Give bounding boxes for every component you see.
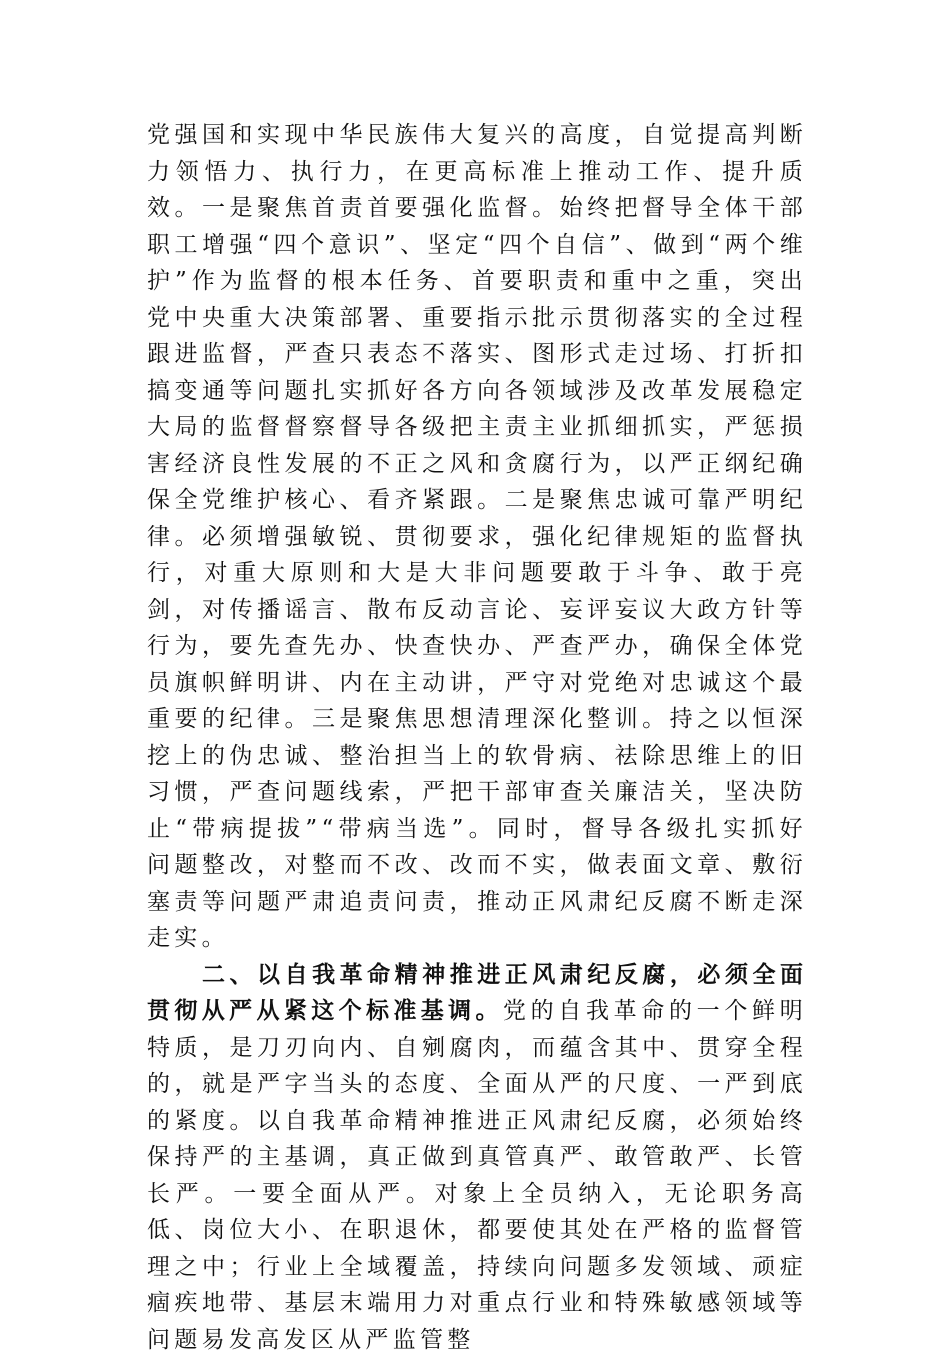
document-body	[147, 117, 807, 1358]
section-body: 党的自我革命的一个鲜明特质，是刀刃向内、自剜腐肉，而蕴含其中、贯穿全程的，就是严字当头的态度、全面从严的尺度、一严到底的紧度。以自我革命精神推进正风肃纪反腐，必须始终保持严的主基调，真正做到真管真严、敢管敢严、长管长严。一要全面从严。对象上全员纳入，无论职务高低、岗位大小、在职退休，都要使其处在严格的监督管理之中；行业上全域覆盖，持续向问题多发领域、顽症痼疾地带、基层末端用力对重点行业和特殊敏感领域等问题易发高发区从严监管整	[147, 998, 807, 1353]
paragraph-section-two	[147, 957, 807, 1358]
paragraph-continuation: 党强国和实现中华民族伟大复兴的高度，自觉提高判断力领悟力、执行力，在更高标准上推动工作、提升质效。一是聚焦首责首要强化监督。始终把督导全体干部职工增强“四个意识”、坚定“四个自信”、做到“两个维护”作为监督的根本任务、首要职责和重中之重，突出党中央重大决策部署、重要指示批示贯彻落实的全过程跟进监督，严查只表态不落实、图形式走过场、打折扣搞变通等问题扎实抓好各方向各领域涉及改革发展稳定大局的监督督察督导各级把主责主业抓细抓实，严惩损害经济良性发展的不正之风和贪腐行为，以严正纲纪确保全党维护核心、看齐紧跟。二是聚焦忠诚可靠严明纪律。必须增强敏锐、贯彻要求，强化纪律规矩的监督执行，对重大原则和大是大非问题要敢于斗争、敢于亮剑，对传播谣言、散布反动言论、妄评妄议大政方针等行为，要先查先办、快查快办、严查严办，确保全体党员旗帜鲜明讲、内在主动讲，严守对党绝对忠诚这个最重要的纪律。三是聚焦思想清理深化整训。持之以恒深挖上的伪忠诚、整治担当上的软骨病、祛除思维上的旧习惯，严查问题线索，严把干部审查关廉洁关，坚决防止“带病提拔”“带病当选”。同时，督导各级扎实抓好问题整改，对整而不改、改而不实，做表面文章、敷衍塞责等问题严肃追责问责，推动正风肃纪反腐不断走深走实。	[147, 117, 807, 957]
section-heading: 二、以自我革命精神推进正风肃纪反腐，必须全面贯彻从严从紧这个标准基调。	[147, 962, 807, 1025]
